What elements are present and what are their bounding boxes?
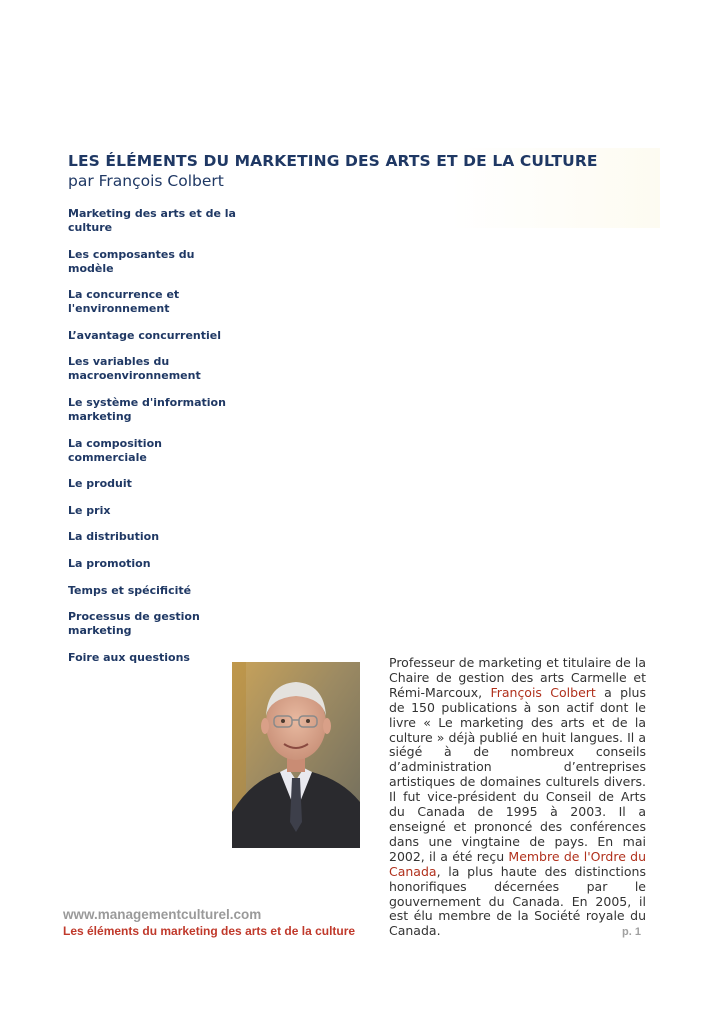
- toc-item-avantage-concurrentiel[interactable]: L’avantage concurrentiel: [68, 328, 222, 342]
- toc-item-concurrence-environnement[interactable]: La concurrence et l'environnement: [68, 288, 180, 316]
- toc-item-marketing-arts-culture[interactable]: Marketing des arts et de la culture: [68, 207, 236, 234]
- document-author: par François Colbert: [68, 172, 224, 190]
- author-portrait: [232, 662, 360, 848]
- toc-item-systeme-information[interactable]: Le système d'information marketing: [68, 395, 226, 423]
- toc-item-composantes-modele[interactable]: Les composantes du modèle: [68, 247, 195, 275]
- toc-item-temps-specificite[interactable]: Temps et spécificité: [68, 583, 192, 597]
- order-of-canada-link[interactable]: Membre de l'Ordre du Canada: [389, 848, 647, 879]
- toc-item-distribution[interactable]: La distribution: [68, 530, 160, 544]
- bio-text-2: a plus de 150 publications à son actif dont le livre « Le marketing des arts et de la culture » déjà publié en huit langues. Il a siégé à de nombreux conseils d’administration d’entreprises artistiques de domaines culturels divers. Il fut vice-président du Conseil de Arts du Canada de 1995 à 2003. Il a enseigné et prononcé des conférences dans une vingtaine de pays. En mai 2002, il a été reçu: [389, 684, 646, 864]
- table-of-contents: [68, 207, 243, 677]
- footer-site-url[interactable]: www.managementculturel.com: [63, 907, 262, 922]
- toc-item-produit[interactable]: Le produit: [68, 477, 132, 491]
- footer-document-title: Les éléments du marketing des arts et de la culture: [63, 924, 356, 938]
- author-name-link[interactable]: François Colbert: [490, 684, 596, 700]
- toc-item-processus-gestion[interactable]: Processus de gestion marketing: [68, 610, 200, 638]
- toc-item-foire-questions[interactable]: Foire aux questions: [68, 650, 190, 664]
- author-biography: [389, 656, 646, 939]
- document-title: LES ÉLÉMENTS DU MARKETING DES ARTS ET DE LA CULTURE: [68, 152, 598, 170]
- toc-item-variables-macroenvironnement[interactable]: Les variables du macroenvironnement: [68, 355, 201, 383]
- bio-text-3: , la plus haute des distinctions honorifiques décernées par le gouvernement du Canada. En 2005, il est élu membre de la Société royale du Canada.: [389, 863, 646, 939]
- page-number: p. 1: [622, 926, 641, 938]
- bio-text-1: Professeur de marketing et titulaire de la Chaire de gestion des arts Carmelle et Rémi-Marcoux,: [389, 655, 646, 700]
- toc-item-prix[interactable]: Le prix: [68, 503, 111, 517]
- toc-item-composition-commerciale[interactable]: La composition commerciale: [68, 436, 162, 464]
- toc-item-promotion[interactable]: La promotion: [68, 556, 151, 570]
